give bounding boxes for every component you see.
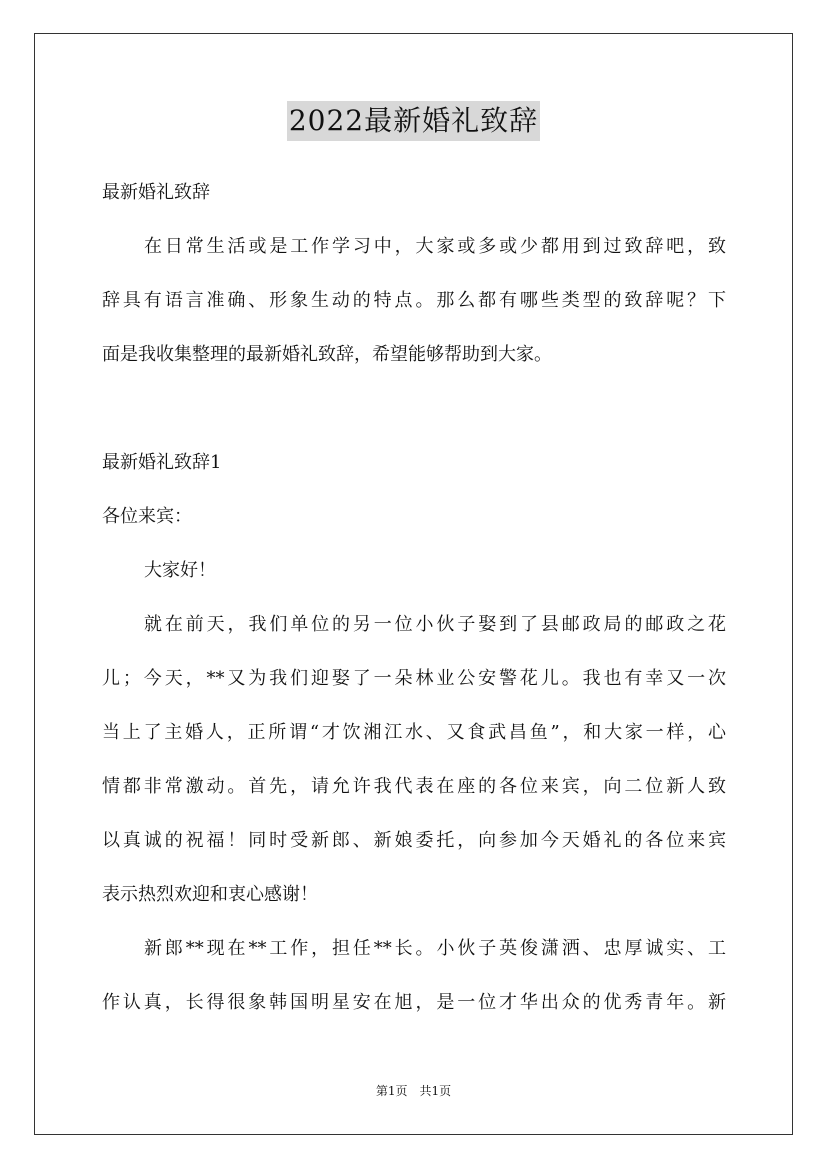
text-line: 各位来宾： [102,506,192,527]
paragraph [102,602,726,926]
text-line: 情都非常激动。首先，请允许我代表在座的各位来宾，向二位新人致 [102,776,726,797]
text-line: 最新婚礼致辞1 [102,452,222,473]
paragraph [102,494,726,548]
paragraph [102,440,726,494]
text-line: 最新婚礼致辞 [102,182,210,203]
paragraph-gap [102,386,726,440]
text-line: 大家好！ [144,560,216,581]
text-line: 以真诚的祝福！同时受新郎、新娘委托，向参加今天婚礼的各位来宾 [102,830,726,851]
document-title: 2022最新婚礼致辞 [287,101,540,141]
page-footer: 第1页 共1页 [375,1084,452,1098]
document-body [102,170,726,1034]
text-line: 在日常生活或是工作学习中，大家或多或少都用到过致辞吧，致 [144,236,726,257]
text-line: 儿；今天，**又为我们迎娶了一朵林业公安警花儿。我也有幸又一次 [102,668,726,689]
text-line: 作认真，长得很象韩国明星安在旭，是一位才华出众的优秀青年。新 [102,992,726,1013]
text-line: 面是我收集整理的最新婚礼致辞，希望能够帮助到大家。 [102,344,552,365]
text-line: 新郎**现在**工作，担任**长。小伙子英俊潇洒、忠厚诚实、工 [144,938,726,959]
paragraph [102,548,726,602]
text-line: 就在前天，我们单位的另一位小伙子娶到了县邮政局的邮政之花 [144,614,726,635]
paragraph [102,170,726,224]
text-line: 辞具有语言准确、形象生动的特点。那么都有哪些类型的致辞呢？下 [102,290,726,311]
text-line: 表示热烈欢迎和衷心感谢！ [102,884,318,905]
text-line: 当上了主婚人，正所谓“才饮湘江水、又食武昌鱼”，和大家一样，心 [102,722,726,743]
paragraph [102,926,726,1034]
title-container [0,101,827,141]
paragraph [102,224,726,386]
